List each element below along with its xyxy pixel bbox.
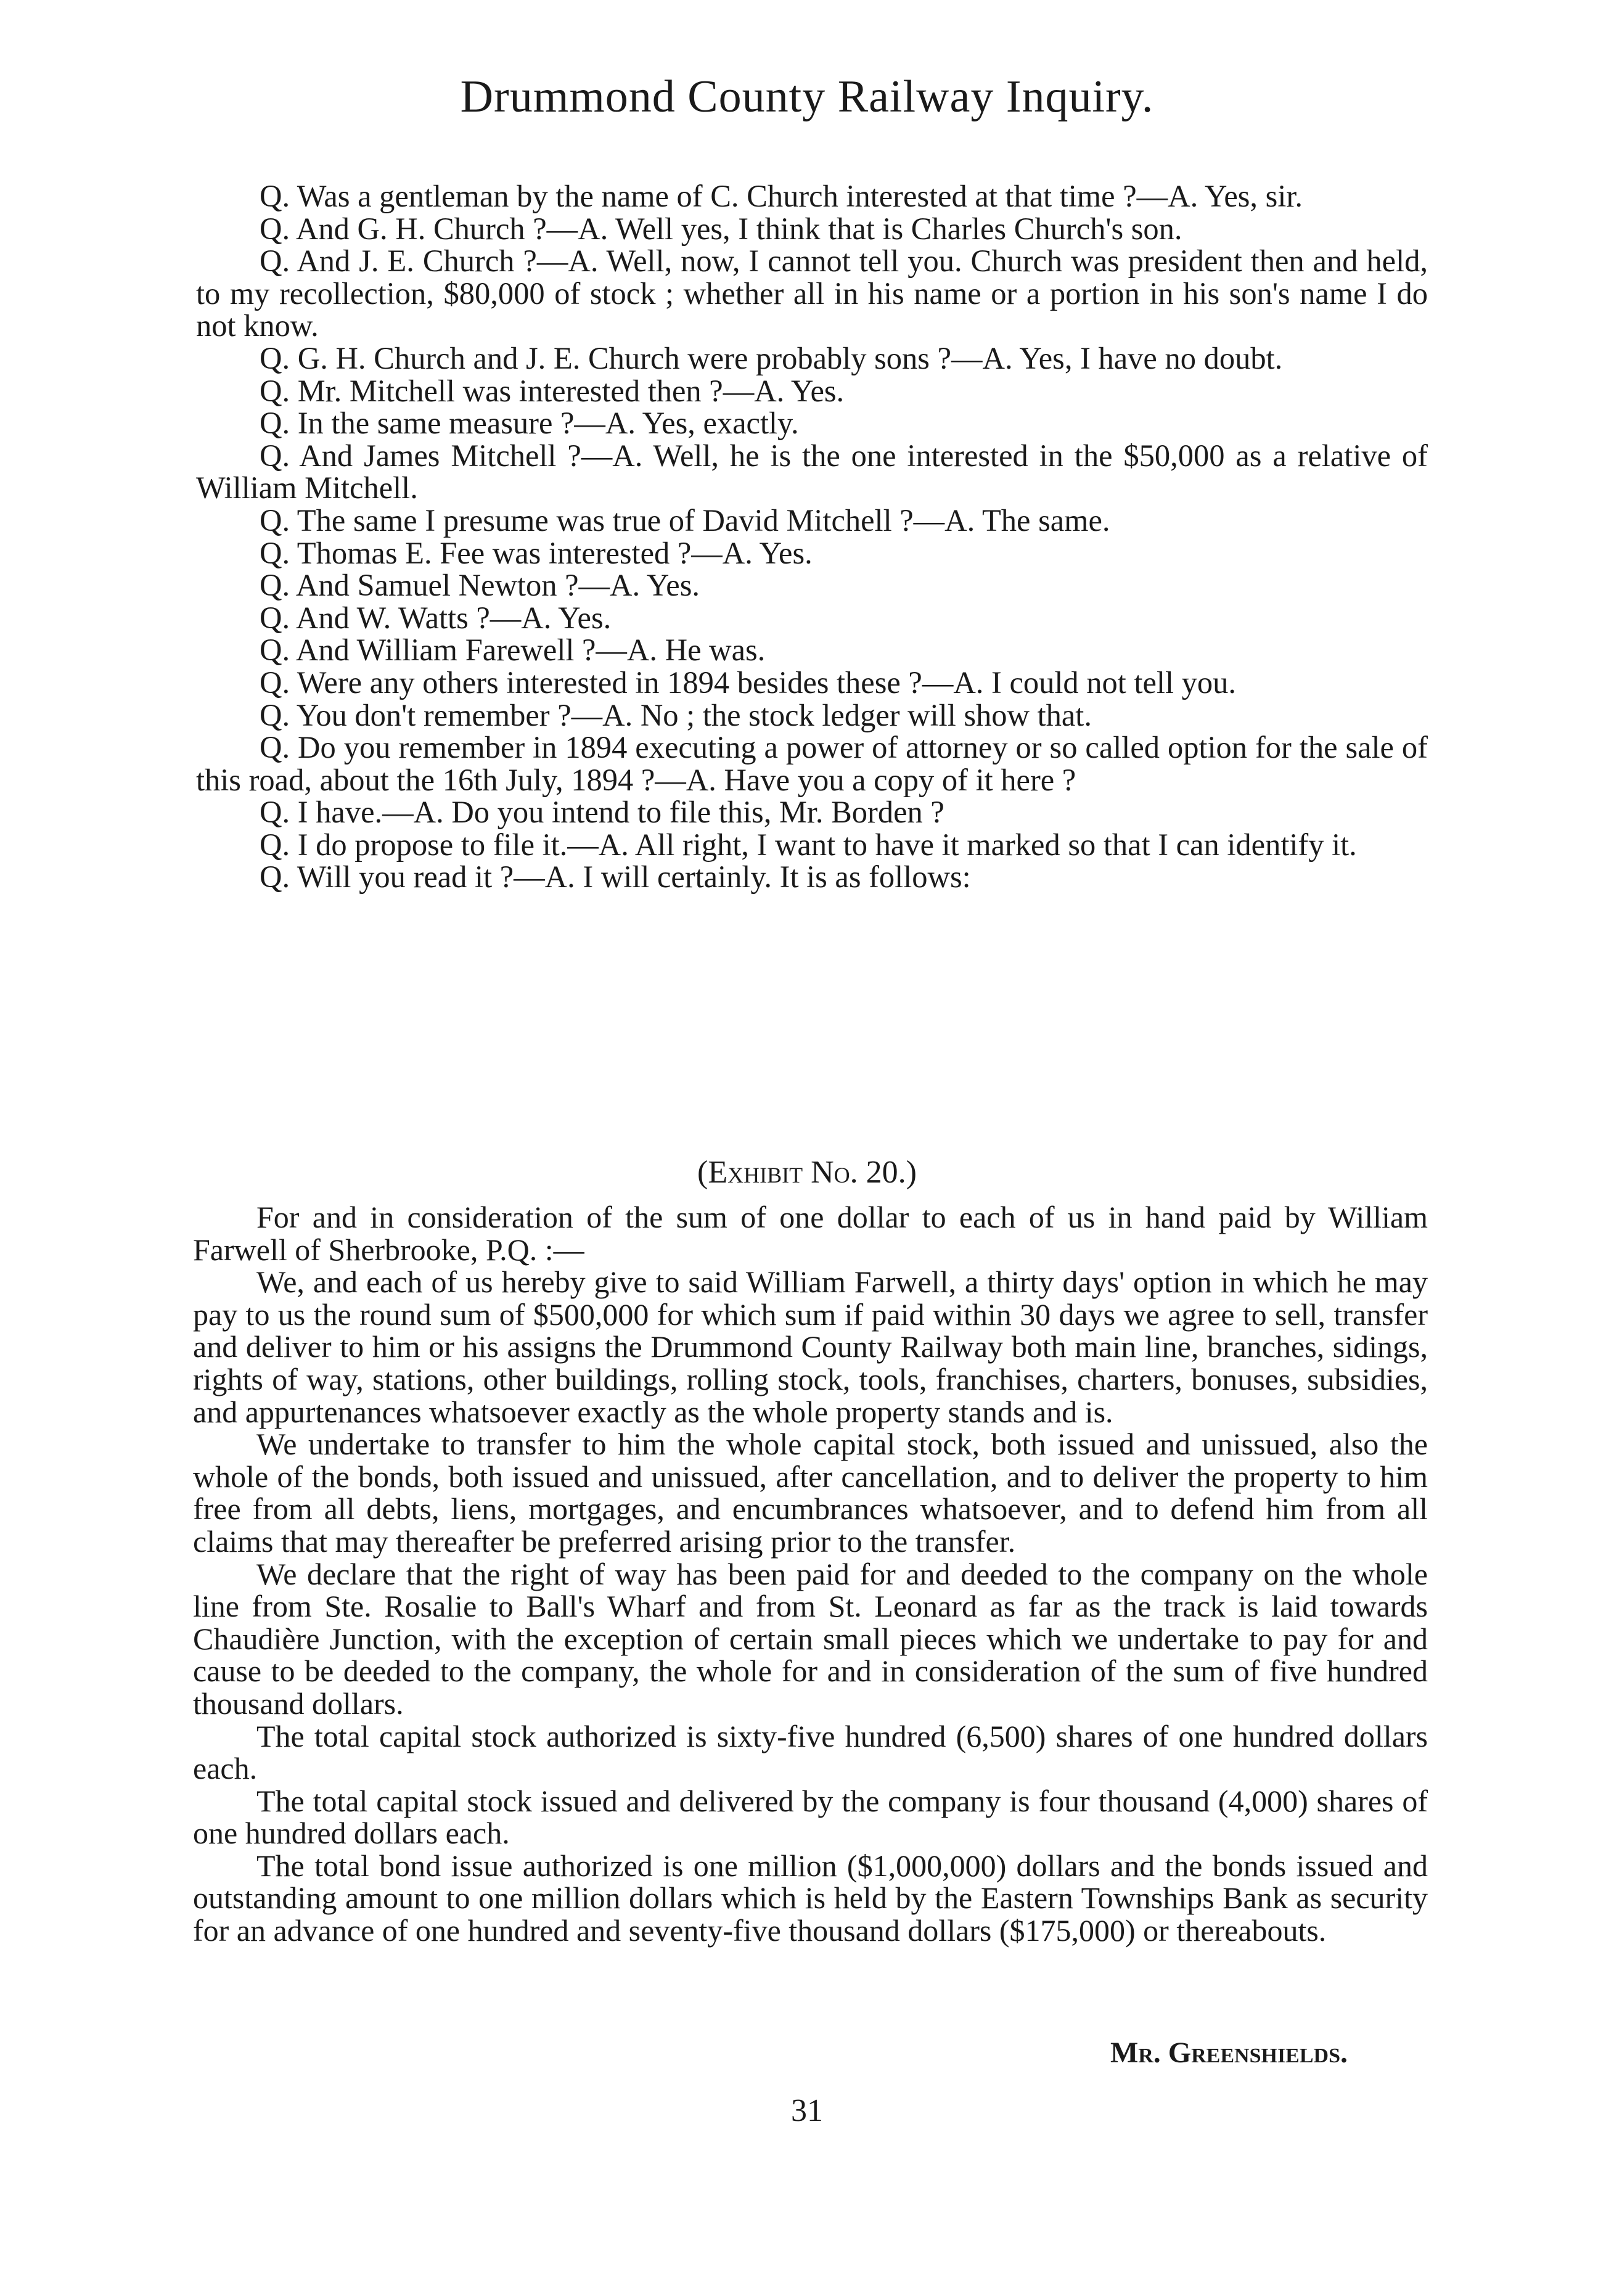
exhibit-paragraph: The total bond issue authorized is one million ($1,000,000) dollars and the bonds issued and outstanding amount to one million dollars which is held by the Eastern Townships Bank as security for an advance of one hundred and seventy-five thousand dollars ($175,000) or thereabouts. <box>193 1848 1428 1948</box>
testimony-paragraph: Q. In the same measure ?—A. Yes, exactly. <box>260 406 799 441</box>
testimony-paragraph: Q. And James Mitchell ?—A. Well, he is the one interested in the $50,000 as a relative of William Mitchell. <box>196 438 1428 506</box>
testimony-paragraph: Q. I do propose to file it.—A. All right, I want to have it marked so that I can identify it. <box>260 827 1357 862</box>
exhibit-paragraph: The total capital stock authorized is sixty-five hundred (6,500) shares of one hundred dollars each. <box>193 1718 1428 1786</box>
testimony-section <box>196 180 1428 893</box>
exhibit-paragraph: We declare that the right of way has been paid for and deeded to the company on the whole line from Ste. Rosalie to Ball's Wharf and from St. Leonard as far as the track is laid towards Chaudière Junction, with the exception of certain small pieces which we undertake to pay for and cause to be deeded to the company, the whole for and in consideration of the sum of five hundred thousand dollars. <box>193 1556 1428 1721</box>
testimony-paragraph: Q. And J. E. Church ?—A. Well, now, I cannot tell you. Church was president then and held, to my recollection, $80,000 of stock ; whether all in his name or a portion in his son's name I do not know. <box>196 244 1428 343</box>
signature-line: Mr. Greenshields. <box>1110 2036 1348 2069</box>
testimony-paragraph: Q. The same I presume was true of David Mitchell ?—A. The same. <box>260 502 1110 538</box>
exhibit-paragraph: We, and each of us hereby give to said William Farwell, a thirty days' option in which he may pay to us the round sum of $500,000 for which sum if paid within 30 days we agree to sell, transfer and deliver to him or his assigns the Drummond County Railway both main line, branches, sidings, rights of way, stations, other buildings, rolling stock, tools, franchises, charters, bonuses, subsidies, and appurtenances whatsoever exactly as the whole property stands and is. <box>193 1265 1428 1429</box>
page-number: 31 <box>791 2093 823 2128</box>
exhibit-heading: (Exhibit No. 20.) <box>697 1155 917 1190</box>
testimony-paragraph: Q. And W. Watts ?—A. Yes. <box>260 600 612 635</box>
testimony-paragraph: Q. Will you read it ?—A. I will certainly. It is as follows: <box>260 859 971 895</box>
testimony-paragraph: Q. And William Farewell ?—A. He was. <box>260 633 766 668</box>
exhibit-paragraph: For and in consideration of the sum of one dollar to each of us in hand paid by William Farwell of Sherbrooke, P.Q. :— <box>193 1200 1428 1267</box>
running-title: Drummond County Railway Inquiry. <box>460 72 1154 122</box>
exhibit-paragraph: We undertake to transfer to him the whole capital stock, both issued and unissued, also the whole of the bonds, both issued and unissued, after cancellation, and to deliver the property to him free from all debts, liens, mortgages, and encumbrances whatsoever, and to defend him from all claims that may thereafter be preferred arising prior to the transfer. <box>193 1427 1428 1559</box>
testimony-paragraph: Q. And G. H. Church ?—A. Well yes, I think that is Charles Church's son. <box>260 211 1182 246</box>
exhibit-paragraph: The total capital stock issued and delivered by the company is four thousand (4,000) shares of one hundred dollars each. <box>193 1783 1428 1851</box>
testimony-paragraph: Q. Were any others interested in 1894 besides these ?—A. I could not tell you. <box>260 665 1236 700</box>
testimony-paragraph: Q. I have.—A. Do you intend to file this, Mr. Borden ? <box>260 795 944 830</box>
testimony-paragraph: Q. Do you remember in 1894 executing a power of attorney or so called option for the sale of this road, about the 16th July, 1894 ?—A. Have you a copy of it here ? <box>196 730 1428 797</box>
testimony-paragraph: Q. Was a gentleman by the name of C. Church interested at that time ?—A. Yes, sir. <box>260 179 1303 213</box>
testimony-paragraph: Q. You don't remember ?—A. No ; the stock ledger will show that. <box>260 697 1092 732</box>
exhibit-body <box>193 1201 1428 1947</box>
testimony-paragraph: Q. Thomas E. Fee was interested ?—A. Yes. <box>260 535 813 570</box>
testimony-paragraph: Q. And Samuel Newton ?—A. Yes. <box>260 568 700 603</box>
testimony-paragraph: Q. G. H. Church and J. E. Church were probably sons ?—A. Yes, I have no doubt. <box>260 340 1283 375</box>
testimony-paragraph: Q. Mr. Mitchell was interested then ?—A. Yes. <box>260 373 845 408</box>
